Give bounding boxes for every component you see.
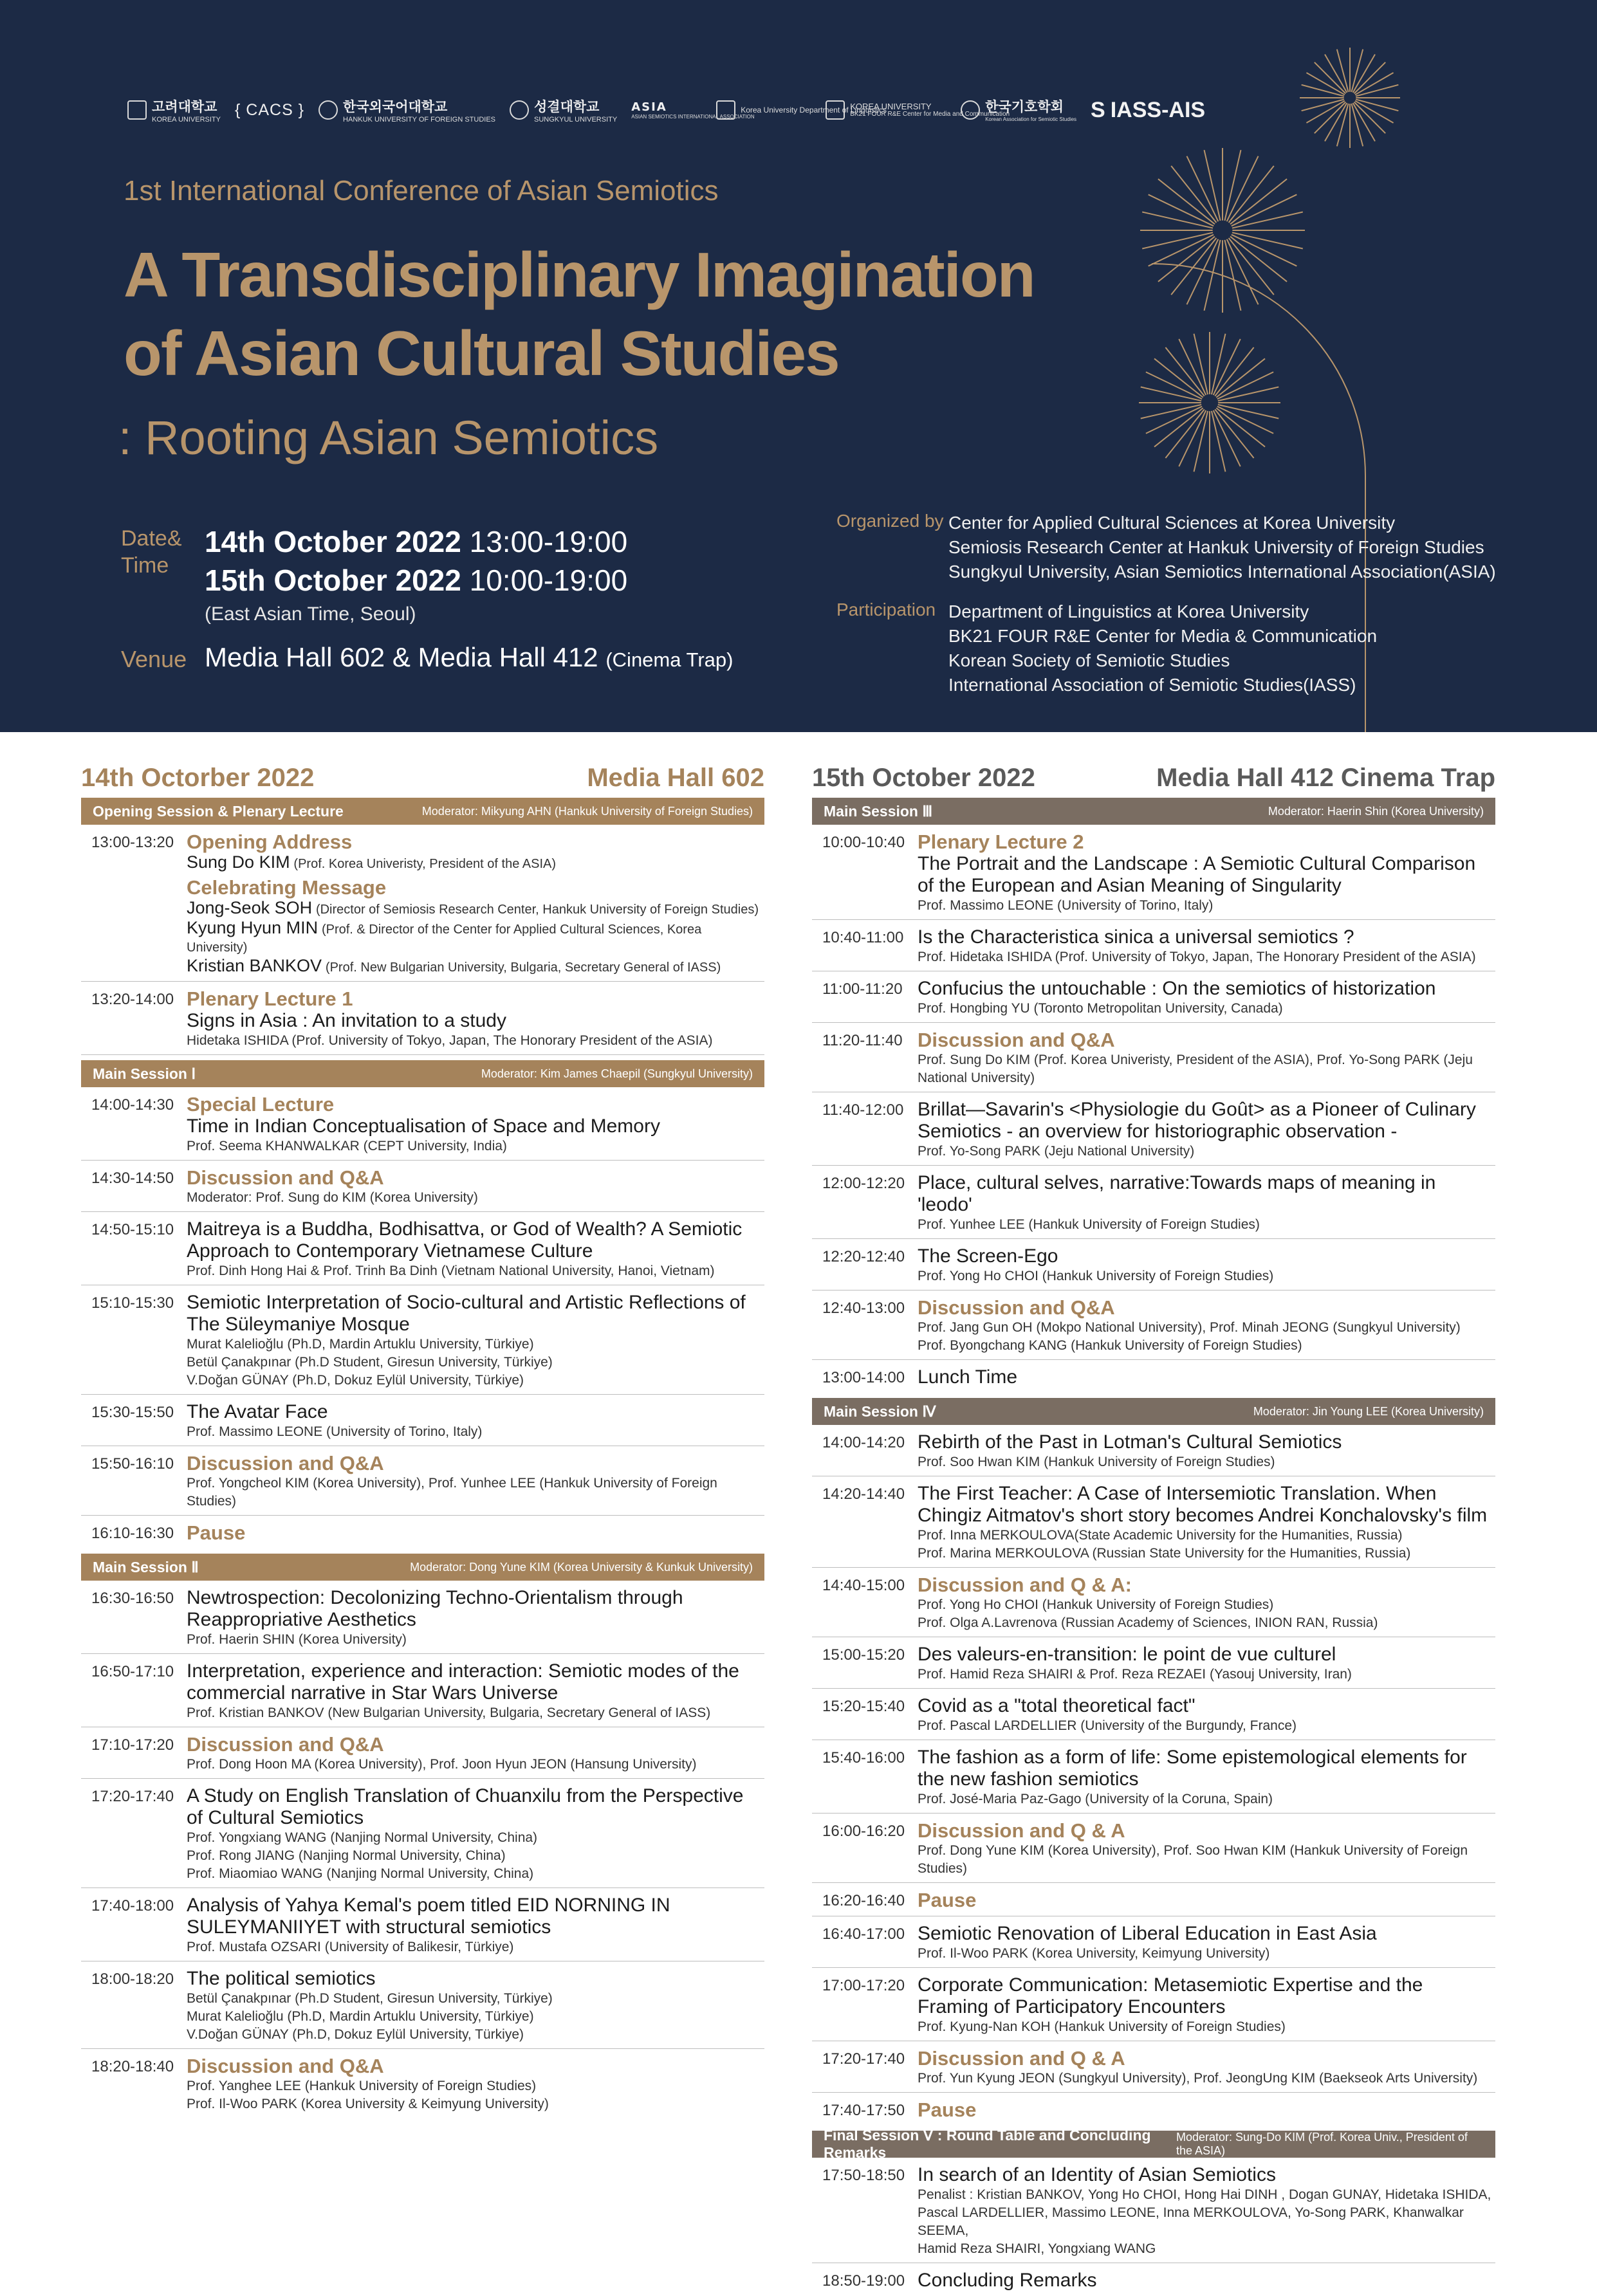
schedule-item: [812, 1568, 1495, 1637]
schedule-item: [812, 1968, 1495, 2041]
speaker: Prof. Dinh Hong Hai & Prof. Trinh Ba Dinh (Vietnam National University, Hanoi, Vietnam): [187, 1263, 715, 1278]
day2-date: 15th October 2022: [812, 764, 1035, 792]
item-title: Plenary Lecture 2: [918, 831, 1084, 853]
item-title: Place, cultural selves, narrative:Towards maps of meaning in 'leodo': [918, 1172, 1436, 1215]
item-content: [187, 2055, 764, 2113]
speaker: Prof. Kristian BANKOV (New Bulgarian University, Bulgaria, Secretary General of IASS): [187, 1705, 711, 1720]
item-content: [918, 1820, 1495, 1878]
session-name: Opening Session & Plenary Lecture: [93, 802, 344, 820]
speaker-name: Jong-Seok SOH: [187, 898, 313, 917]
item-time: 14:00-14:30: [91, 1096, 174, 1114]
item-title: Discussion and Q & A:: [918, 1574, 1132, 1596]
item-title: Discussion and Q&A: [187, 1166, 384, 1189]
day2-heading: [812, 759, 1495, 793]
schedule-item: [81, 1087, 764, 1161]
item-content: [187, 831, 764, 977]
session-moderator: Moderator: Jin Young LEE (Korea University): [1253, 1404, 1484, 1418]
schedule-item: [81, 1727, 764, 1779]
item-time: 17:50-18:50: [822, 2167, 905, 2184]
speaker: Prof. Yanghee LEE (Hankuk University of Foreign Studies): [187, 2079, 537, 2093]
item-content: [918, 1029, 1495, 1087]
item-time: 18:00-18:20: [91, 1970, 174, 1988]
item-content: [187, 1968, 764, 2044]
speaker: Prof. José-Maria Paz-Gago (University of la Coruna, Spain): [918, 1792, 1273, 1806]
item-title: Special Lecture: [187, 1093, 335, 1116]
burst-ray: [1315, 102, 1346, 134]
speaker-affiliation: (Director of Semiosis Research Center, Hankuk University of Foreign Studies): [315, 903, 759, 917]
item-time: 17:40-18:00: [91, 1897, 174, 1915]
item-title: Concluding Remarks: [918, 2270, 1097, 2291]
item-time: 15:00-15:20: [822, 1646, 905, 1664]
item-content: [187, 1292, 764, 1390]
speaker: V.Doğan GÜNAY (Ph.D, Dokuz Eylül University, Türkiye): [187, 2027, 524, 2042]
schedule-item: [812, 2158, 1495, 2263]
item-content: [187, 1094, 764, 1155]
schedule-item: [81, 1779, 764, 1888]
speaker: Prof. Rong JIANG (Nanjing Normal University, China): [187, 1848, 506, 1863]
item-time: 10:00-10:40: [822, 834, 905, 851]
session-header: [81, 1060, 764, 1087]
korea-university-logo: 고려대학교 KOREA UNIVERSITY: [127, 96, 221, 124]
shield-icon: [127, 100, 147, 120]
venue: Media Hall 602 & Media Hall 412 (Cinema Trap): [205, 642, 734, 672]
item-time: 17:00-17:20: [822, 1977, 905, 1994]
item-content: [187, 1167, 764, 1207]
speaker: Prof. Yongxiang WANG (Nanjing Normal University, China): [187, 1830, 538, 1845]
schedule-item: [812, 1740, 1495, 1814]
speaker: Hidetaka ISHIDA (Prof. University of Tokyo, Japan, The Honorary President of the ASIA): [187, 1033, 713, 1048]
schedule-item: [812, 2041, 1495, 2093]
item-title: A Study on English Translation of Chuanxilu from the Perspective of Cultural Semiotics: [187, 1785, 744, 1828]
item-content: [187, 1660, 764, 1722]
item-time: 13:00-13:20: [91, 834, 174, 851]
speaker-name: Kristian BANKOV: [187, 956, 322, 975]
shield-icon: [826, 100, 845, 120]
item-time: 17:20-17:40: [91, 1788, 174, 1805]
item-title: Rebirth of the Past in Lotman's Cultural Semiotics: [918, 1431, 1342, 1453]
speaker: Prof. Jang Gun OH (Mokpo National University), Prof. Minah JEONG (Sungkyul University): [918, 1320, 1461, 1335]
item-content: [918, 1923, 1495, 1963]
item-title: Discussion and Q&A: [187, 1733, 384, 1756]
schedule-item: [812, 1166, 1495, 1239]
speaker: [187, 919, 764, 957]
item-content: [187, 988, 764, 1050]
speaker: Pascal LARDELLIER, Massimo LEONE, Inna MERKOULOVA, Yo-Song PARK, Khanwalkar SEEMA,: [918, 2205, 1464, 2238]
schedule-item: [812, 1476, 1495, 1568]
item-content: [187, 1785, 764, 1883]
schedule-item: [81, 1161, 764, 1212]
item-content: [187, 1587, 764, 1649]
schedule-item: [81, 1888, 764, 1961]
item-title: Is the Characteristica sinica a universal semiotics ?: [918, 926, 1354, 948]
session-moderator: Moderator: Mikyung AHN (Hankuk University of Foreign Studies): [421, 804, 753, 818]
item-time: 16:10-16:30: [91, 1525, 174, 1542]
item-title: The Avatar Face: [187, 1401, 328, 1422]
item-title: Discussion and Q&A: [918, 1029, 1115, 1051]
item-content: [187, 1453, 764, 1511]
session-header: [812, 798, 1495, 825]
item-time: 15:30-15:50: [91, 1404, 174, 1421]
schedule-item: [812, 1239, 1495, 1290]
item-time: 17:20-17:40: [822, 2050, 905, 2068]
speaker: Prof. Yong Ho CHOI (Hankuk University of Foreign Studies): [918, 1597, 1274, 1612]
emblem-icon: [510, 100, 529, 120]
item-time: 16:50-17:10: [91, 1663, 174, 1680]
item-time: 17:10-17:20: [91, 1736, 174, 1754]
participant-list: Department of Linguistics at Korea University BK21 FOUR R&E Center for Media & Communication Korean Society of Semiotic Studies International Association of Semiotic Studies(IASS): [948, 602, 1378, 695]
item-content: [918, 926, 1495, 966]
conference-name: 1st International Conference of Asian Semiotics: [124, 175, 719, 207]
item-time: 10:40-11:00: [822, 929, 904, 946]
item-title: Discussion and Q&A: [918, 1296, 1115, 1319]
speaker: Prof. Miaomiao WANG (Nanjing Normal University, China): [187, 1866, 534, 1881]
page-subtitle: : Rooting Asian Semiotics: [118, 411, 659, 464]
item-time: 14:00-14:20: [822, 1434, 905, 1451]
schedule-item: [81, 1961, 764, 2049]
schedule-item: [812, 1637, 1495, 1689]
session-moderator: Moderator: Sung-Do KIM (Prof. Korea Univ., President of the ASIA): [1176, 2131, 1468, 2157]
item-time: 18:20-18:40: [91, 2058, 174, 2075]
speaker: Prof. Haerin SHIN (Korea University): [187, 1632, 407, 1647]
session-moderator: Moderator: Haerin Shin (Korea University): [1268, 804, 1484, 818]
speaker: Prof. Hongbing YU (Toronto Metropolitan University, Canada): [918, 1001, 1283, 1016]
speaker: [187, 853, 764, 873]
participation-label: Participation: [836, 600, 936, 620]
schedule-item: [812, 1023, 1495, 1092]
speaker: Prof. Olga A.Lavrenova (Russian Academy of Sciences, INION RAN, Russia): [918, 1615, 1378, 1630]
item-title: Analysis of Yahya Kemal's poem titled EID NORNING IN SULEYMANIIYET with structural semiotics: [187, 1895, 670, 1938]
day1-hall: Media Hall 602: [587, 764, 764, 792]
item-content: [918, 1974, 1495, 2036]
speaker: Prof. Yong Ho CHOI (Hankuk University of Foreign Studies): [918, 1269, 1274, 1283]
speaker: Betül Çanakpınar (Ph.D Student, Giresun University, Türkiye): [187, 1355, 553, 1370]
item-time: 16:40-17:00: [822, 1925, 905, 1943]
session-moderator: Moderator: Kim James Chaepil (Sungkyul University): [481, 1067, 753, 1080]
item-title: Lunch Time: [918, 1366, 1018, 1388]
schedule-item: [81, 1212, 764, 1285]
session-header: [812, 2127, 1495, 2161]
schedule-item: [812, 2093, 1495, 2126]
session-name: Main Session Ⅲ: [824, 802, 933, 820]
item-content: [918, 2099, 1495, 2121]
speaker: Prof. Yun Kyung JEON (Sungkyul University), Prof. JeongUng KIM (Baekseok Arts University): [918, 2071, 1478, 2086]
item-time: 14:40-15:00: [822, 1577, 905, 1594]
item-time: 11:00-11:20: [822, 980, 903, 998]
schedule-item: [81, 1581, 764, 1654]
item-title: Des valeurs-en-transition: le point de vue culturel: [918, 1644, 1336, 1665]
item-time: 16:20-16:40: [822, 1892, 905, 1909]
speaker: [187, 899, 764, 919]
item-time: 16:30-16:50: [91, 1590, 174, 1607]
hufs-logo: 한국외국어대학교 HANKUK UNIVERSITY OF FOREIGN STUDIES: [318, 96, 495, 124]
item-time: 13:20-14:00: [91, 991, 174, 1008]
speaker: Prof. Pascal LARDELLIER (University of the Burgundy, France): [918, 1718, 1297, 1733]
item-content: [918, 1889, 1495, 1911]
item-content: [918, 1574, 1495, 1632]
item-time: 14:20-14:40: [822, 1485, 905, 1503]
item-content: [918, 1172, 1495, 1234]
schedule-item: [812, 920, 1495, 971]
speaker: Murat Kalelioğlu (Ph.D, Mardin Artuklu University, Türkiye): [187, 2009, 534, 2024]
item-title: Corporate Communication: Metasemiotic Expertise and the Framing of Participatory Encounters: [918, 1974, 1423, 2017]
schedule-item: [812, 1360, 1495, 1393]
day1-schedule: [81, 759, 764, 2118]
schedule-item: [81, 1516, 764, 1548]
item-time: 13:00-14:00: [822, 1369, 905, 1386]
item-time: 16:00-16:20: [822, 1823, 905, 1840]
item-title: Celebrating Message: [187, 876, 387, 899]
session-name: Main Session Ⅰ: [93, 1065, 196, 1082]
day2-hall: Media Hall 412 Cinema Trap: [1156, 764, 1495, 792]
item-title: The fashion as a form of life: Some epistemological elements for the new fashion semiotics: [918, 1747, 1467, 1790]
item-title: The First Teacher: A Case of Intersemiotic Translation. When Chingiz Aitmatov's short story becomes Andrei Konchalovsky's film: [918, 1483, 1488, 1526]
item-time: 15:20-15:40: [822, 1698, 905, 1715]
item-content: [918, 1644, 1495, 1684]
venue-label: Venue: [121, 646, 187, 672]
schedule-item: [81, 982, 764, 1055]
item-content: [187, 1522, 764, 1544]
speaker: Prof. Sung Do KIM (Prof. Korea Univeristy, President of the ASIA), Prof. Yo-Song PARK (Jeju National University): [918, 1052, 1473, 1085]
item-title: Newtrospection: Decolonizing Techno-Orientalism through Reappropriative Aesthetics: [187, 1587, 683, 1630]
item-content: [187, 1218, 764, 1280]
emblem-icon: [318, 100, 338, 120]
speaker-name: Kyung Hyun MIN: [187, 918, 318, 937]
item-title: Confucius the untouchable : On the semiotics of historization: [918, 978, 1436, 999]
item-time: 11:20-11:40: [822, 1032, 903, 1049]
sungkyul-logo: 성결대학교 SUNGKYUL UNIVERSITY: [510, 96, 617, 124]
schedule-item: [812, 1092, 1495, 1166]
item-time: 18:50-19:00: [822, 2272, 905, 2290]
speaker: Prof. Yo-Song PARK (Jeju National University): [918, 1144, 1195, 1159]
speaker: Prof. Dong Hoon MA (Korea University), Prof. Joon Hyun JEON (Hansung University): [187, 1757, 697, 1772]
item-title: Pause: [918, 1889, 977, 1911]
speaker: Betül Çanakpınar (Ph.D Student, Giresun University, Türkiye): [187, 1991, 553, 2006]
iass-logo: S IASS-AIS: [1091, 97, 1206, 122]
schedule-item: [81, 1285, 764, 1395]
speaker-affiliation: (Prof. New Bulgarian University, Bulgaria, Secretary General of IASS): [325, 960, 721, 975]
item-title: The political semiotics: [187, 1968, 376, 1989]
session-name: Final Session Ⅴ : Round Table and Concluding Remarks: [824, 2127, 1151, 2161]
schedule-item: [81, 1446, 764, 1516]
schedule-item: [812, 1883, 1495, 1916]
item-content: [918, 2164, 1495, 2258]
schedule-item: [812, 1290, 1495, 1360]
item-title: Pause: [187, 1521, 246, 1544]
speaker: Prof. Mustafa OZSARI (University of Balikesir, Türkiye): [187, 1940, 514, 1954]
item-subtitle: Signs in Asia : An invitation to a study: [187, 1010, 506, 1031]
schedule-item: [812, 825, 1495, 920]
speaker: Penalist : Kristian BANKOV, Yong Ho CHOI, Hong Hai DINH , Dogan GUNAY, Hidetaka ISHIDA,: [918, 2187, 1491, 2202]
item-title: Discussion and Q & A: [918, 1819, 1125, 1842]
schedule-item: [81, 1654, 764, 1727]
item-content: [918, 831, 1495, 915]
item-content: [918, 1366, 1495, 1388]
speaker: Prof. Marina MERKOULOVA (Russian State University for the Humanities, Russia): [918, 1546, 1411, 1561]
item-title: Pause: [918, 2099, 977, 2121]
speaker: V.Doğan GÜNAY (Ph.D, Dokuz Eylül University, Türkiye): [187, 1373, 524, 1388]
speaker: Prof. Massimo LEONE (University of Torino, Italy): [918, 898, 1214, 913]
item-time: 12:40-13:00: [822, 1300, 905, 1317]
item-title: In search of an Identity of Asian Semiotics: [918, 2164, 1276, 2185]
item-title: Covid as a "total theoretical fact": [918, 1695, 1195, 1716]
speaker: Prof. Seema KHANWALKAR (CEPT University, India): [187, 1139, 507, 1153]
burst-ray: [1315, 62, 1346, 94]
item-title: Brillat—Savarin's <Physiologie du Goût> as a Pioneer of Culinary Semiotics - an overview for historiographic observation -: [918, 1099, 1476, 1142]
header-banner: [0, 0, 1597, 732]
schedule-item: [81, 1395, 764, 1446]
item-title: Maitreya is a Buddha, Bodhisattva, or God of Wealth? A Semiotic Approach to Contemporary Vietnamese Culture: [187, 1218, 743, 1262]
item-time: 14:30-14:50: [91, 1170, 174, 1187]
item-title: Semiotic Renovation of Liberal Education in East Asia: [918, 1923, 1377, 1944]
burst-ray: [1354, 62, 1386, 94]
item-content: [187, 1401, 764, 1441]
burst-ray: [1354, 102, 1386, 134]
speaker: Prof. Massimo LEONE (University of Torino, Italy): [187, 1424, 483, 1439]
item-content: [918, 1297, 1495, 1355]
schedule-item: [812, 971, 1495, 1023]
item-content: [918, 1099, 1495, 1161]
s-emblem-icon: S: [1091, 97, 1105, 122]
session-header: [812, 1398, 1495, 1425]
item-time: 15:50-16:10: [91, 1455, 174, 1473]
item-time: 14:50-15:10: [91, 1221, 174, 1238]
item-title: Discussion and Q&A: [187, 1452, 384, 1474]
speaker: Prof. Hidetaka ISHIDA (Prof. University of Tokyo, Japan, The Honorary President of the ASIA): [918, 950, 1476, 964]
day1-date: 14th Octorber 2022: [81, 764, 315, 792]
item-title: The Screen-Ego: [918, 1245, 1058, 1267]
speaker: Prof. Hamid Reza SHAIRI & Prof. Reza REZAEI (Yasouj University, Iran): [918, 1667, 1352, 1682]
event-dates: 14th October 2022 13:00-19:00 15th October 2022 10:00-19:00 (East Asian Time, Seoul): [205, 525, 628, 625]
day2-schedule: [812, 759, 1495, 2296]
partner-logos: [127, 95, 1205, 125]
item-content: [918, 1483, 1495, 1563]
cacs-logo: { CACS }: [234, 100, 305, 119]
schedule-item: [812, 1425, 1495, 1476]
session-header: [81, 1554, 764, 1581]
item-content: [918, 2270, 1495, 2291]
item-title: Opening Address: [187, 831, 353, 853]
item-content: [187, 1734, 764, 1774]
speaker: Prof. Yunhee LEE (Hankuk University of Foreign Studies): [918, 1217, 1260, 1232]
date-time-label: Date& Time: [121, 526, 182, 578]
speaker: Prof. Kyung-Nan KOH (Hankuk University of Foreign Studies): [918, 2019, 1286, 2034]
shield-icon: [716, 100, 735, 120]
item-title: Discussion and Q&A: [187, 2055, 384, 2077]
item-content: [187, 1895, 764, 1956]
ksss-logo: 한국기호학회 Korean Association for Semiotic Studies: [961, 96, 1076, 124]
speaker: Prof. Il-Woo PARK (Korea University, Keimyung University): [918, 1946, 1270, 1961]
bk21-logo: KOREA UNIVERSITY BK21 FOUR R&E Center for Media and Communication: [826, 100, 946, 120]
session-name: Main Session Ⅱ: [93, 1558, 199, 1575]
item-title: Interpretation, experience and interaction: Semiotic modes of the commercial narrative in Star Wars Universe: [187, 1660, 739, 1704]
item-content: [918, 1747, 1495, 1808]
speaker: Prof. Byongchang KANG (Hankuk University of Foreign Studies): [918, 1338, 1302, 1353]
ku-linguistics-logo: Korea University Department of Linguistics: [716, 100, 811, 120]
emblem-icon: [961, 100, 980, 120]
schedule-item: [812, 1916, 1495, 1968]
item-content: [918, 2048, 1495, 2088]
item-content: [918, 1431, 1495, 1471]
organizer-list: Center for Applied Cultural Sciences at Korea University Semiosis Research Center at Hankuk University of Foreign Studies Sungkyul University, Asian Semiotics International Association(ASIA): [948, 513, 1496, 582]
day1-heading: [81, 759, 764, 793]
item-content: [918, 1695, 1495, 1735]
item-time: 12:20-12:40: [822, 1248, 905, 1265]
speaker-affiliation: (Prof. & Director of the Center for Applied Cultural Sciences, Korea University): [187, 923, 702, 955]
item-title: Discussion and Q & A: [918, 2047, 1125, 2070]
asia-logo: ASIA ASIAN SEMIOTICS INTERNATIONAL ASSOCIATION: [631, 100, 755, 120]
item-time: 15:10-15:30: [91, 1294, 174, 1312]
speaker-affiliation: (Prof. Korea Univeristy, President of the ASIA): [293, 857, 556, 871]
item-time: 12:00-12:20: [822, 1175, 905, 1192]
item-content: [918, 1245, 1495, 1285]
speaker: Murat Kalelioğlu (Ph.D, Mardin Artuklu University, Türkiye): [187, 1337, 534, 1352]
item-title: Plenary Lecture 1: [187, 987, 353, 1010]
speaker: Prof. Yongcheol KIM (Korea University), Prof. Yunhee LEE (Hankuk University of Foreign Studies): [187, 1476, 717, 1509]
schedule-item: [812, 1814, 1495, 1883]
session-name: Main Session Ⅳ: [824, 1402, 936, 1420]
item-subtitle: The Portrait and the Landscape : A Semiotic Cultural Comparison of the European and Asian Meaning of Singularity: [918, 853, 1476, 896]
session-moderator: Moderator: Dong Yune KIM (Korea University & Kunkuk University): [410, 1560, 753, 1574]
item-time: 15:40-16:00: [822, 1749, 905, 1767]
schedule-item: [812, 1689, 1495, 1740]
speaker: Prof. Dong Yune KIM (Korea University), Prof. Soo Hwan KIM (Hankuk University of Foreign Studies): [918, 1843, 1468, 1876]
item-content: [918, 978, 1495, 1018]
item-time: 11:40-12:00: [822, 1101, 904, 1119]
page-title: A Transdisciplinary Imagination of Asian Cultural Studies: [124, 239, 1035, 389]
schedule-item: [812, 2263, 1495, 2296]
speaker: Prof. Soo Hwan KIM (Hankuk University of Foreign Studies): [918, 1455, 1275, 1469]
item-title: Semiotic Interpretation of Socio-cultural and Artistic Reflections of The Süleymaniye Mosque: [187, 1292, 746, 1335]
speaker: [187, 957, 764, 977]
organized-by-label: Organized by: [836, 511, 944, 531]
session-header: [81, 798, 764, 825]
speaker: Moderator: Prof. Sung do KIM (Korea University): [187, 1190, 478, 1205]
schedule-item: [81, 2049, 764, 2118]
speaker: Hamid Reza SHAIRI, Yongxiang WANG: [918, 2241, 1156, 2256]
item-time: 17:40-17:50: [822, 2102, 905, 2119]
speaker: Prof. Inna MERKOULOVA(State Academic University for the Humanities, Russia): [918, 1528, 1403, 1543]
schedule-item: [81, 825, 764, 982]
speaker: Prof. Il-Woo PARK (Korea University & Keimyung University): [187, 2097, 549, 2111]
speaker-name: Sung Do KIM: [187, 852, 290, 872]
item-subtitle: Time in Indian Conceptualisation of Space and Memory: [187, 1116, 660, 1137]
